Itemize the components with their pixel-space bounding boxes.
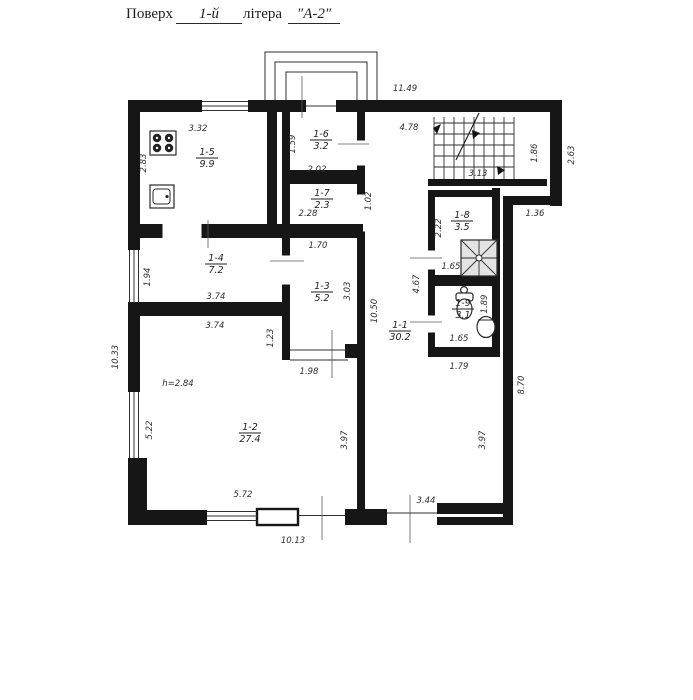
shower-icon [461,240,497,276]
dimension-label: 1.86 [530,143,540,163]
room-area: 30.2 [389,332,411,343]
dimension-label: 2.28 [298,209,318,219]
dimension-label: 1.23 [266,328,276,348]
room-label [389,320,411,343]
dimension-label: 11.49 [392,84,418,94]
room-area: 3.2 [313,141,329,152]
dimension-label: 5.72 [233,490,253,500]
dimension-label: 3.03 [343,281,353,301]
dimension-label: 3.97 [478,430,488,450]
dimension-label: 5.22 [145,420,155,440]
dimension-label: 1.70 [308,241,328,251]
room-label [451,210,473,233]
dimension-label: 1.89 [480,294,490,314]
room-label [310,129,332,152]
chimney-pier [257,509,298,525]
dimension-label: 10.33 [111,344,121,370]
dimension-label: 3.74 [205,321,225,331]
room-number: 1-6 [313,129,329,140]
room-number: 1-5 [199,147,215,158]
room-area: 2.3 [314,200,330,211]
porch-steps [265,52,377,100]
room-label [205,253,227,276]
room-number: 1-4 [208,253,224,264]
room-area: 3.1 [455,310,471,321]
room-area: 5.2 [314,293,330,304]
dimension-label: 4.78 [399,123,419,133]
dimension-label: 3.32 [188,124,208,134]
washbasin-icon [477,317,495,338]
dimension-label: 1.98 [299,367,319,377]
title-floor-label: Поверх [126,6,173,22]
room-area: 3.5 [454,222,470,233]
room-number: 1-3 [314,281,330,292]
dimension-label: 1.65 [441,262,461,272]
dimension-label: h=2.84 [162,379,194,389]
room-area: 9.9 [199,159,215,170]
dimension-label: 2.63 [567,145,577,165]
dimension-label: 1.79 [449,362,469,372]
dimension-label: 3.13 [468,169,488,179]
dimension-label: 10.50 [370,298,380,324]
kitchen-sink-icon [150,185,174,208]
dimension-label: 3.74 [206,292,226,302]
title-letter-value: "А-2" [288,6,340,24]
room-number: 1-2 [242,422,258,433]
room-label [239,422,261,445]
room-area: 7.2 [208,265,224,276]
dimension-label: 1.94 [143,267,153,287]
room-number: 1-8 [454,210,470,221]
dimension-label: 3.44 [416,496,436,506]
room-number: 1-7 [314,188,330,199]
dimension-label: 2.83 [139,153,149,173]
dimension-label: 2.02 [307,165,327,175]
room-number: 1-1 [392,320,408,331]
room-label [311,281,333,304]
dimension-label: 8.70 [517,375,527,395]
stair-arrow-icon [472,130,480,139]
dimension-label: 2.22 [434,218,444,238]
room-label [196,147,218,170]
dimension-label: 1.36 [525,209,545,219]
dimension-label: 1.59 [288,134,298,154]
room-number: 1-9 [455,298,471,309]
dimension-label: 3.97 [340,430,350,450]
dimension-label: 1.02 [364,191,374,211]
room-label [311,188,333,211]
room-area: 27.4 [239,434,261,445]
dimension-label: 4.67 [412,274,422,294]
title-floor-value: 1-й [176,6,242,24]
dimension-label: 10.13 [280,536,306,546]
title-letter-label: літера [243,6,283,22]
stove-icon [150,131,176,155]
dimension-label: 1.65 [449,334,469,344]
